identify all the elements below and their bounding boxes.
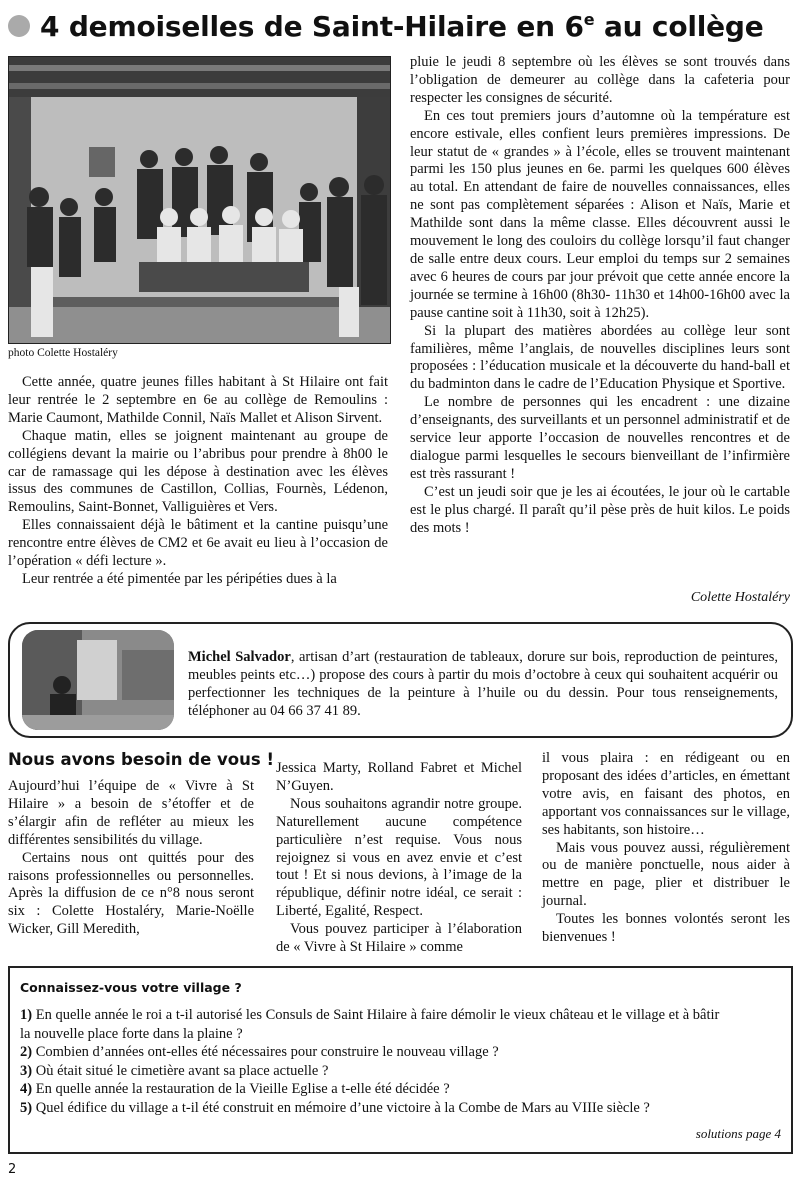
group-photo — [8, 56, 391, 344]
needs-column-2 — [276, 760, 522, 957]
needs-paragraph: Vous pouvez participer à l’élaboration de « Vivre à St Hilaire » comme — [276, 921, 522, 956]
article-paragraph: Elles connaissaient déjà le bâtiment et la cantine puisqu’une rencontre entre élèves de CM2 et 6e avait eu lieu à l’occasion de l’opération « défi lecture ». — [8, 517, 388, 570]
needs-column-1 — [8, 778, 254, 939]
needs-paragraph: Aujourd’hui l’équipe de « Vivre à St Hilaire » a besoin de s’étoffer et de s’élargir afin de refléter au mieux les différentes sensibilités du village. — [8, 778, 254, 848]
title-end: au collège — [594, 9, 764, 43]
title-sup: e — [583, 9, 595, 29]
article-paragraph: Si la plupart des matières abordées au collège leur sont familières, même l’anglais, de nouvelles disciplines leurs sont proposées : l’éducation musicale et la découverte du hand-ball et du badminton dans le cadre de l’Education Physique et Sportive. — [410, 322, 790, 393]
artisan-photo-image — [22, 630, 174, 730]
article-signature: Colette Hostaléry — [690, 590, 790, 605]
needs-paragraph: Toutes les bonnes volontés seront les bienvenues ! — [542, 911, 790, 946]
group-photo-image — [9, 57, 390, 343]
artisan-ad-box — [8, 622, 793, 738]
artisan-description: , artisan d’art (restauration de tableaux, dorure sur bois, reproduction de peintures, meubles peints etc…) propose des cours à partir du mois d’octobre à ceux qui souhaitent acquérir ou perfectionner les techniques de la peinture à l’huile ou du dessin. Pour tous renseignements, téléphoner au 04 66 37 41 89. — [188, 649, 778, 719]
article-paragraph: Chaque matin, elles se joignent maintenant au groupe de collégiens devant la mairie ou l’abribus pour prendre à 8h00 le car de ramassage qui les dépose à destination avec les élèves issus des communes de Castillon, Collias, Fournès, Lédenon, Remoulins, Saint-Bonnet, Valliguières et Vers. — [8, 427, 388, 516]
needs-paragraph: il vous plaira : en rédigeant ou en proposant des idées d’articles, en émettant votre avis, en faisant des photos, en apportant vos connaissances sur le village, ses habitants, son histoire… — [542, 750, 790, 838]
article-left-column — [8, 374, 388, 589]
artisan-ad-text — [188, 648, 778, 720]
quiz-box — [8, 966, 793, 1154]
artisan-photo — [22, 630, 174, 730]
quiz-question: 2) Combien d’années ont-elles été nécessaires pour construire le nouveau village ? — [20, 1044, 499, 1060]
title-text: 4 demoiselles de Saint-Hilaire en 6 — [40, 9, 584, 43]
article-paragraph: Leur rentrée a été pimentée par les péripéties dues à la — [22, 570, 337, 587]
needs-column-3 — [542, 750, 790, 947]
quiz-question: 4) En quelle année la restauration de la Vieille Eglise a t-elle été décidée ? — [20, 1081, 450, 1097]
needs-paragraph: Certains nous ont quittés pour des raisons professionnelles ou personnelles. Après la diffusion de ce n°8 nous seront six : Colette Hostaléry, Marie-Noëlle Wicker, Gill Meredith, — [8, 849, 254, 938]
quiz-heading: Connaissez-vous votre village ? — [20, 980, 242, 995]
article-paragraph: En ces tout premiers jours d’automne où la température est encore estivale, elles confient leurs premières impressions. De leur statut de « grandes » à l’école, elles se trouvent maintenant parmi les 150 plus jeunes en 6e. parmi les quelques 600 élèves au total. En attendant de faire de nouvelles connaissances, elles ne sont pas complètement séparées : Alison et Naïs, Marie et Mathilde sont dans la même classe. Elles découvrent aussi le mouvement le long des couloirs du collège lorsqu’il faut changer de salle entre deux cours. Leur emploi du temps sur 2 semaines avec 6 heures de cours par jour prévoit que cette année encore la journée se termine à 16h00 (8h30- 11h30 et 14h00-16h00 avec la pause cantine soit à 11h30, soit à 12h25). — [410, 107, 790, 321]
article-paragraph: Le nombre de personnes qui les encadrent : une dizaine d’enseignants, des surveillants et un personnel administratif et de service leur apporte l’occasion de nouvelles rencontres et de dialogue parmi lesquelles le secours bienveillant de l’infirmière est très rassurant ! — [410, 394, 790, 482]
needs-paragraph: Nous souhaitons agrandir notre groupe. Naturellement aucune compétence particulière n’est requise. Vous nous rejoignez si vous en avez envie et c’est tout ! Et si nous devions, à l’image de la république, définir notre idéal, ce serait : Liberté, Egalité, Respect. — [276, 795, 522, 920]
quiz-question: 1) En quelle année le roi a t-il autorisé les Consuls de Saint Hilaire à faire démolir le vieux château et le village et à bâtir — [20, 1007, 720, 1023]
quiz-question: 3) Où était situé le cimetière avant sa place actuelle ? — [20, 1062, 329, 1079]
article-paragraph: pluie le jeudi 8 septembre où les élèves se sont trouvés dans l’obligation de demeurer au collège dans la cafeteria pour respecter les consignes de sécurité. — [410, 54, 790, 106]
needs-heading: Nous avons besoin de vous ! — [8, 750, 274, 769]
quiz-questions — [20, 1006, 780, 1117]
article-title — [8, 6, 798, 46]
quiz-question: 5) Quel édifice du village a t-il été construit en mémoire d’une victoire à la Combe de Mars au VIIIe siècle ? — [20, 1099, 650, 1116]
quiz-question-continued: la nouvelle place forte dans la plaine ? — [20, 1025, 243, 1042]
photo-caption: photo Colette Hostaléry — [8, 347, 118, 359]
needs-paragraph: Mais vous pouvez aussi, régulièrement ou de manière ponctuelle, nous aider à mettre en page, plier et distribuer le journal. — [542, 839, 790, 910]
page-number: 2 — [8, 1162, 17, 1177]
artisan-name: Michel Salvador — [188, 649, 291, 665]
title-bullet-icon — [8, 15, 30, 37]
article-paragraph: Cette année, quatre jeunes filles habitant à St Hilaire ont fait leur rentrée le 2 septembre en 6e au collège de Remoulins : Marie Caumont, Mathilde Connil, Naïs Mallet et Alison Sirvent. — [8, 374, 388, 426]
needs-paragraph: Jessica Marty, Rolland Fabret et Michel N’Guyen. — [276, 760, 522, 794]
quiz-solutions-ref: solutions page 4 — [695, 1126, 781, 1141]
article-paragraph: C’est un jeudi soir que je les ai écoutées, le jour où le cartable est le plus chargé. Il paraît qu’il pèse près de huit kilos. Le poids des mots ! — [410, 483, 790, 536]
article-right-column — [410, 54, 790, 537]
